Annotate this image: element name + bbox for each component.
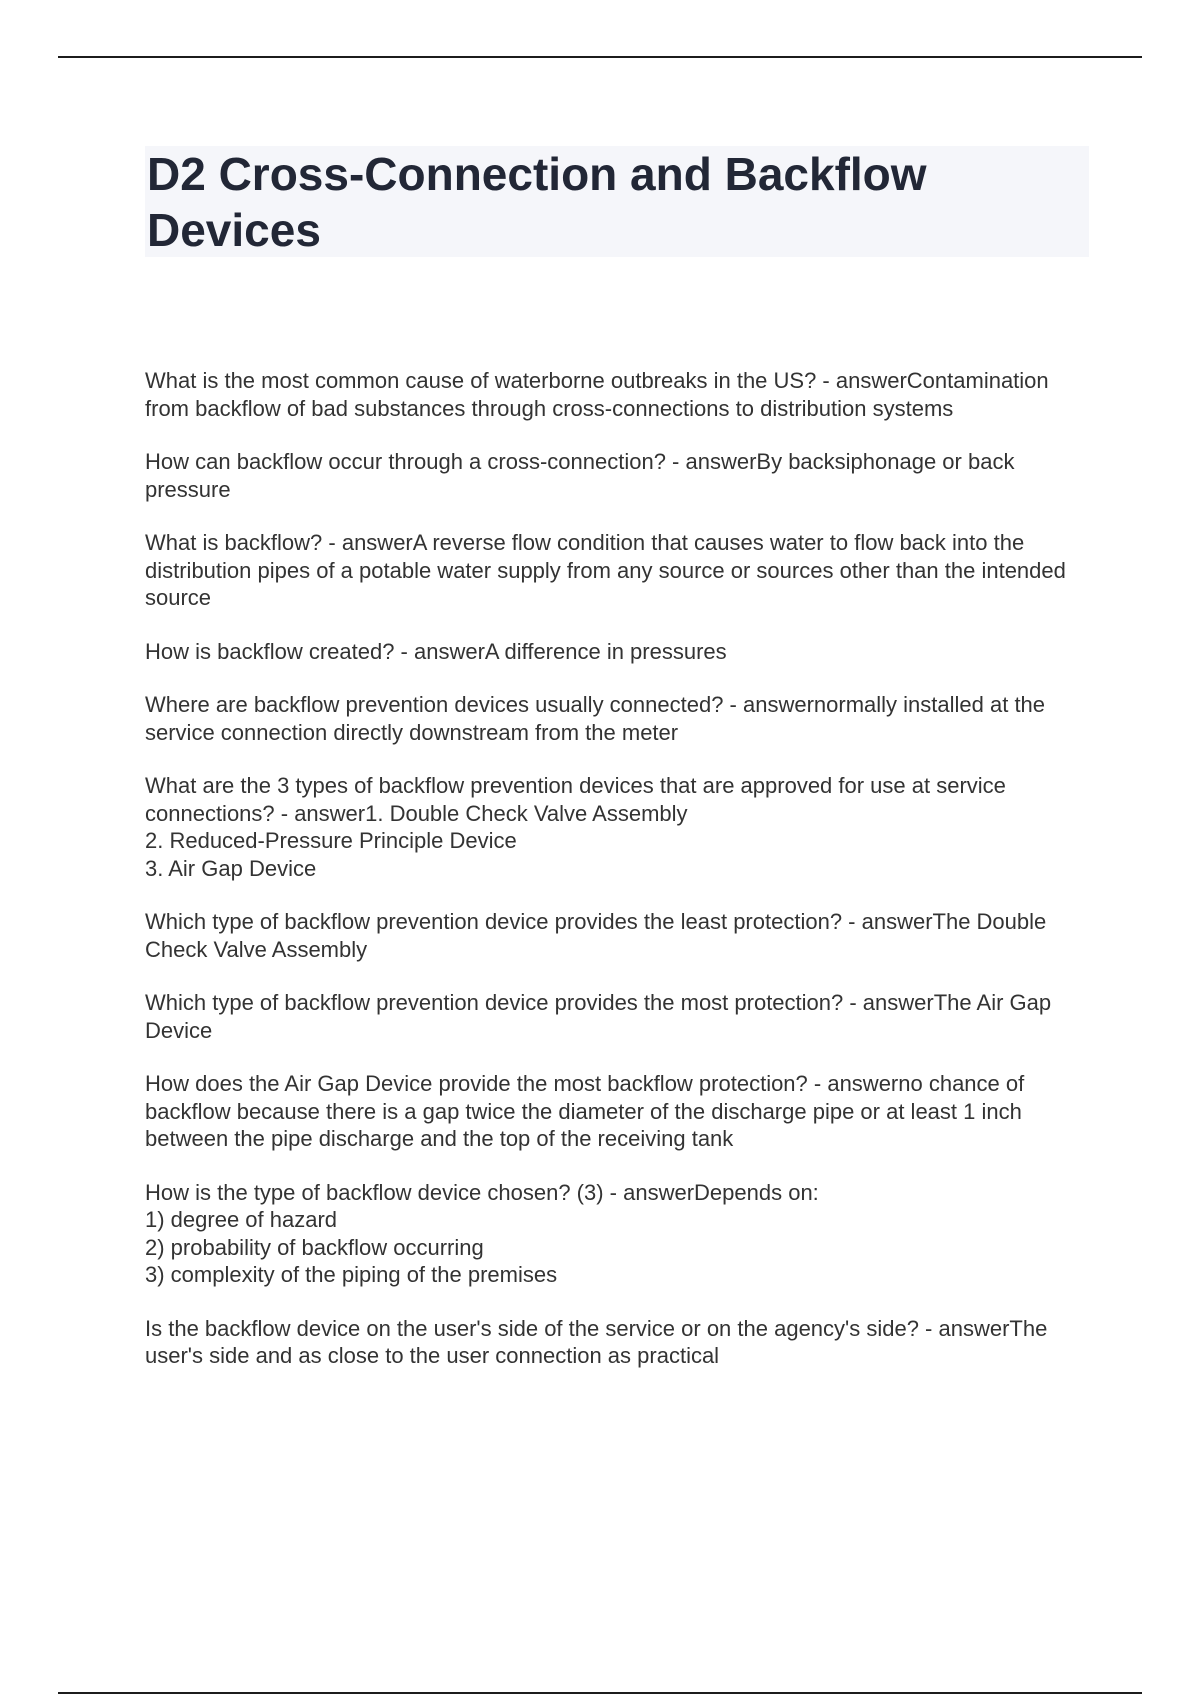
qa-item: What is the most common cause of waterborne outbreaks in the US? - answerContamination from backflow of bad substances through cross-connections to distribution systems xyxy=(145,368,1049,421)
qa-item: Which type of backflow prevention device provides the most protection? - answerThe Air Gap Device xyxy=(145,990,1052,1043)
qa-item: How does the Air Gap Device provide the most backflow protection? - answerno chance of backflow because there is a gap twice the diameter of the discharge pipe or at least 1 inch between the pipe discharge and the top of the receiving tank xyxy=(145,1071,1025,1151)
qa-item: Which type of backflow prevention device provides the least protection? - answerThe Double Check Valve Assembly xyxy=(145,909,1047,962)
qa-item: What is backflow? - answerA reverse flow condition that causes water to flow back into the distribution pipes of a potable water supply from any source or sources other than the intended source xyxy=(145,530,1066,610)
qa-item: What are the 3 types of backflow prevention devices that are approved for use at service connections? - answer1. Double Check Valve Assembly 2. Reduced-Pressure Principle Device 3. Air Gap Device xyxy=(145,773,1006,881)
qa-item: Is the backflow device on the user's side of the service or on the agency's side? - answerThe user's side and as close to the user connection as practical xyxy=(145,1315,1048,1368)
qa-item: How can backflow occur through a cross-connection? - answerBy backsiphonage or back pressure xyxy=(145,449,1015,502)
title-block xyxy=(145,146,1089,257)
top-rule xyxy=(58,56,1142,58)
qa-item: Where are backflow prevention devices usually connected? - answernormally installed at the service connection directly downstream from the meter xyxy=(145,692,1046,745)
bottom-rule xyxy=(58,1692,1142,1694)
document-title: D2 Cross-Connection and Backflow Devices xyxy=(147,148,927,256)
qa-list xyxy=(145,367,1090,1396)
qa-item: How is the type of backflow device chosen? (3) - answerDepends on: 1) degree of hazard 2) probability of backflow occurring 3) complexity of the piping of the premises xyxy=(145,1179,819,1287)
qa-item: How is backflow created? - answerA difference in pressures xyxy=(145,638,727,664)
